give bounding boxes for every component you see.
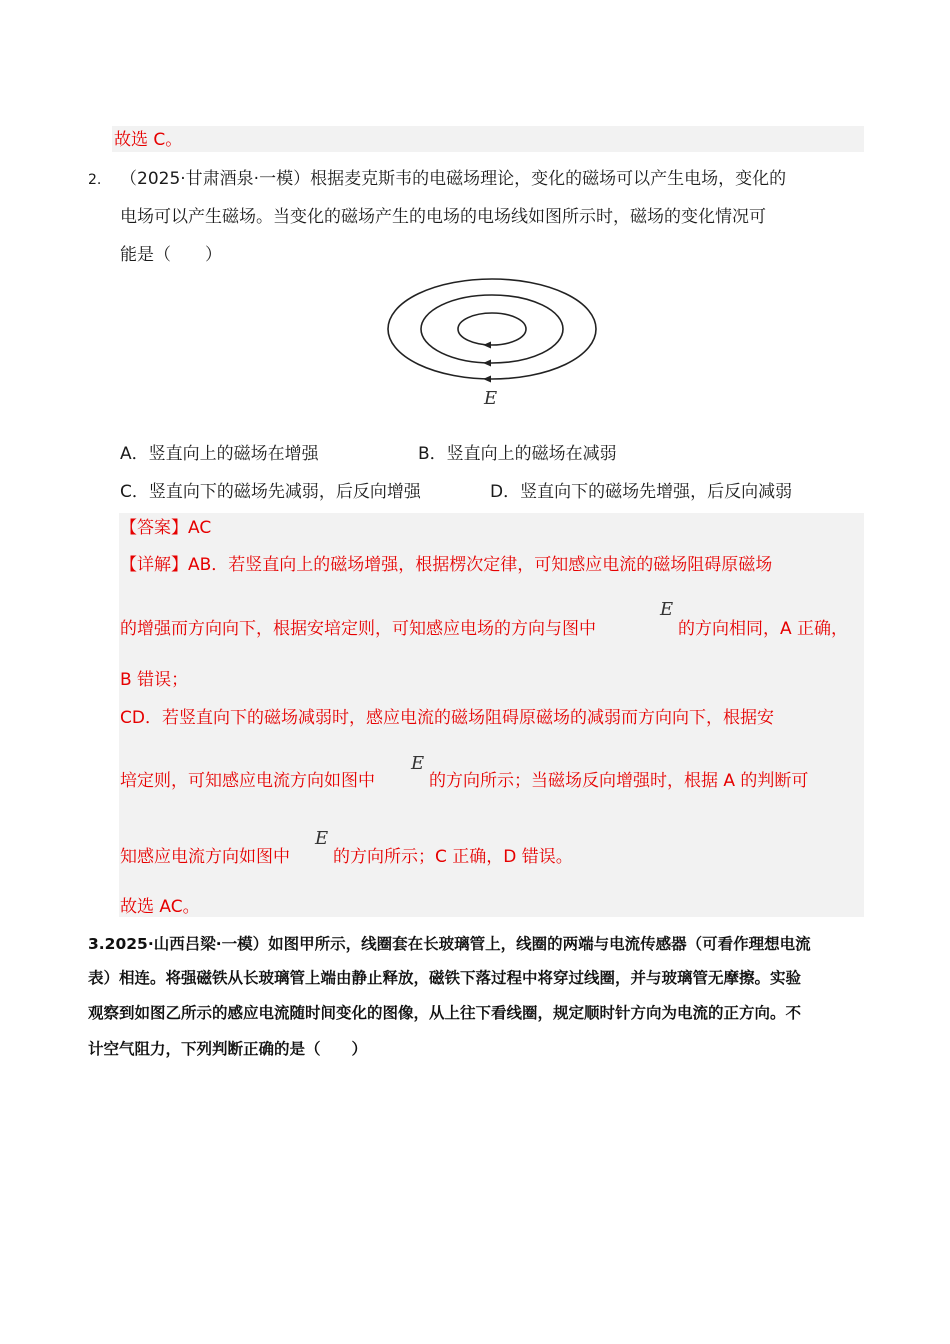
arrow-head-outer bbox=[483, 376, 491, 383]
answer-line: 【答案】AC bbox=[120, 518, 212, 538]
detail-line-5a: 培定则，可知感应电流方向如图中 bbox=[120, 771, 375, 791]
question-3-line-3: 观察到如图乙所示的感应电流随时间变化的图像，从上往下看线圈，规定顺时针方向为电流的正方向。不 bbox=[88, 1004, 802, 1022]
field-line-inner bbox=[458, 313, 526, 345]
arrow-head-middle bbox=[483, 360, 491, 367]
detail-line-3: B 错误； bbox=[120, 670, 189, 690]
question-3-line-1: 3.2025·山西吕梁·一模）如图甲所示，线圈套在长玻璃管上，线圈的两端与电流传感器（可看作理想电流 bbox=[88, 935, 811, 953]
field-line-outer bbox=[388, 279, 596, 379]
detail-line-4: CD．若竖直向下的磁场减弱时，感应电流的磁场阻碍原磁场的减弱而方向向下，根据安 bbox=[120, 708, 774, 728]
question-2-line-2: 电场可以产生磁场。当变化的磁场产生的电场的电场线如图所示时，磁场的变化情况可 bbox=[120, 207, 766, 227]
detail-line-2a: 的增强而方向向下，根据安培定则，可知感应电场的方向与图中 bbox=[120, 619, 596, 639]
option-c: C．竖直向下的磁场先减弱，后反向增强 bbox=[120, 482, 421, 502]
symbol-e-3: E bbox=[315, 828, 329, 849]
question-3-line-2: 表）相连。将强磁铁从长玻璃管上端由静止释放，磁铁下落过程中将穿过线圈，并与玻璃管无摩擦。实验 bbox=[88, 969, 802, 987]
arrow-head-inner bbox=[483, 342, 491, 349]
detail-line-6a: 知感应电流方向如图中 bbox=[120, 847, 290, 867]
detail-line-6b: 的方向所示；C 正确，D 错误。 bbox=[333, 847, 573, 867]
option-b: B．竖直向上的磁场在减弱 bbox=[418, 444, 617, 464]
question-2-line-1: （2025·甘肃酒泉·一模）根据麦克斯韦的电磁场理论，变化的磁场可以产生电场，变化的 bbox=[120, 169, 787, 189]
previous-answer-block bbox=[112, 126, 864, 152]
previous-answer-text: 故选 C。 bbox=[114, 130, 183, 150]
question-2-number: 2. bbox=[88, 172, 102, 188]
option-a: A．竖直向上的磁场在增强 bbox=[120, 444, 319, 464]
question-3-line-4: 计空气阻力，下列判断正确的是（ ） bbox=[88, 1040, 368, 1058]
detail-line-2b: 的方向相同，A 正确， bbox=[678, 619, 849, 639]
detail-line-5b: 的方向所示；当磁场反向增强时，根据 A 的判断可 bbox=[429, 771, 809, 791]
conclusion-line: 故选 AC。 bbox=[120, 897, 200, 917]
detail-line-1: 【详解】AB．若竖直向上的磁场增强，根据楞次定律，可知感应电流的磁场阻碍原磁场 bbox=[120, 555, 773, 575]
question-2-line-3: 能是（ ） bbox=[120, 245, 222, 265]
symbol-e-2: E bbox=[411, 753, 425, 774]
option-d: D．竖直向下的磁场先增强，后反向减弱 bbox=[490, 482, 793, 502]
field-line-middle bbox=[421, 295, 563, 363]
figure-label-e: E bbox=[484, 388, 498, 409]
symbol-e-1: E bbox=[660, 599, 674, 620]
